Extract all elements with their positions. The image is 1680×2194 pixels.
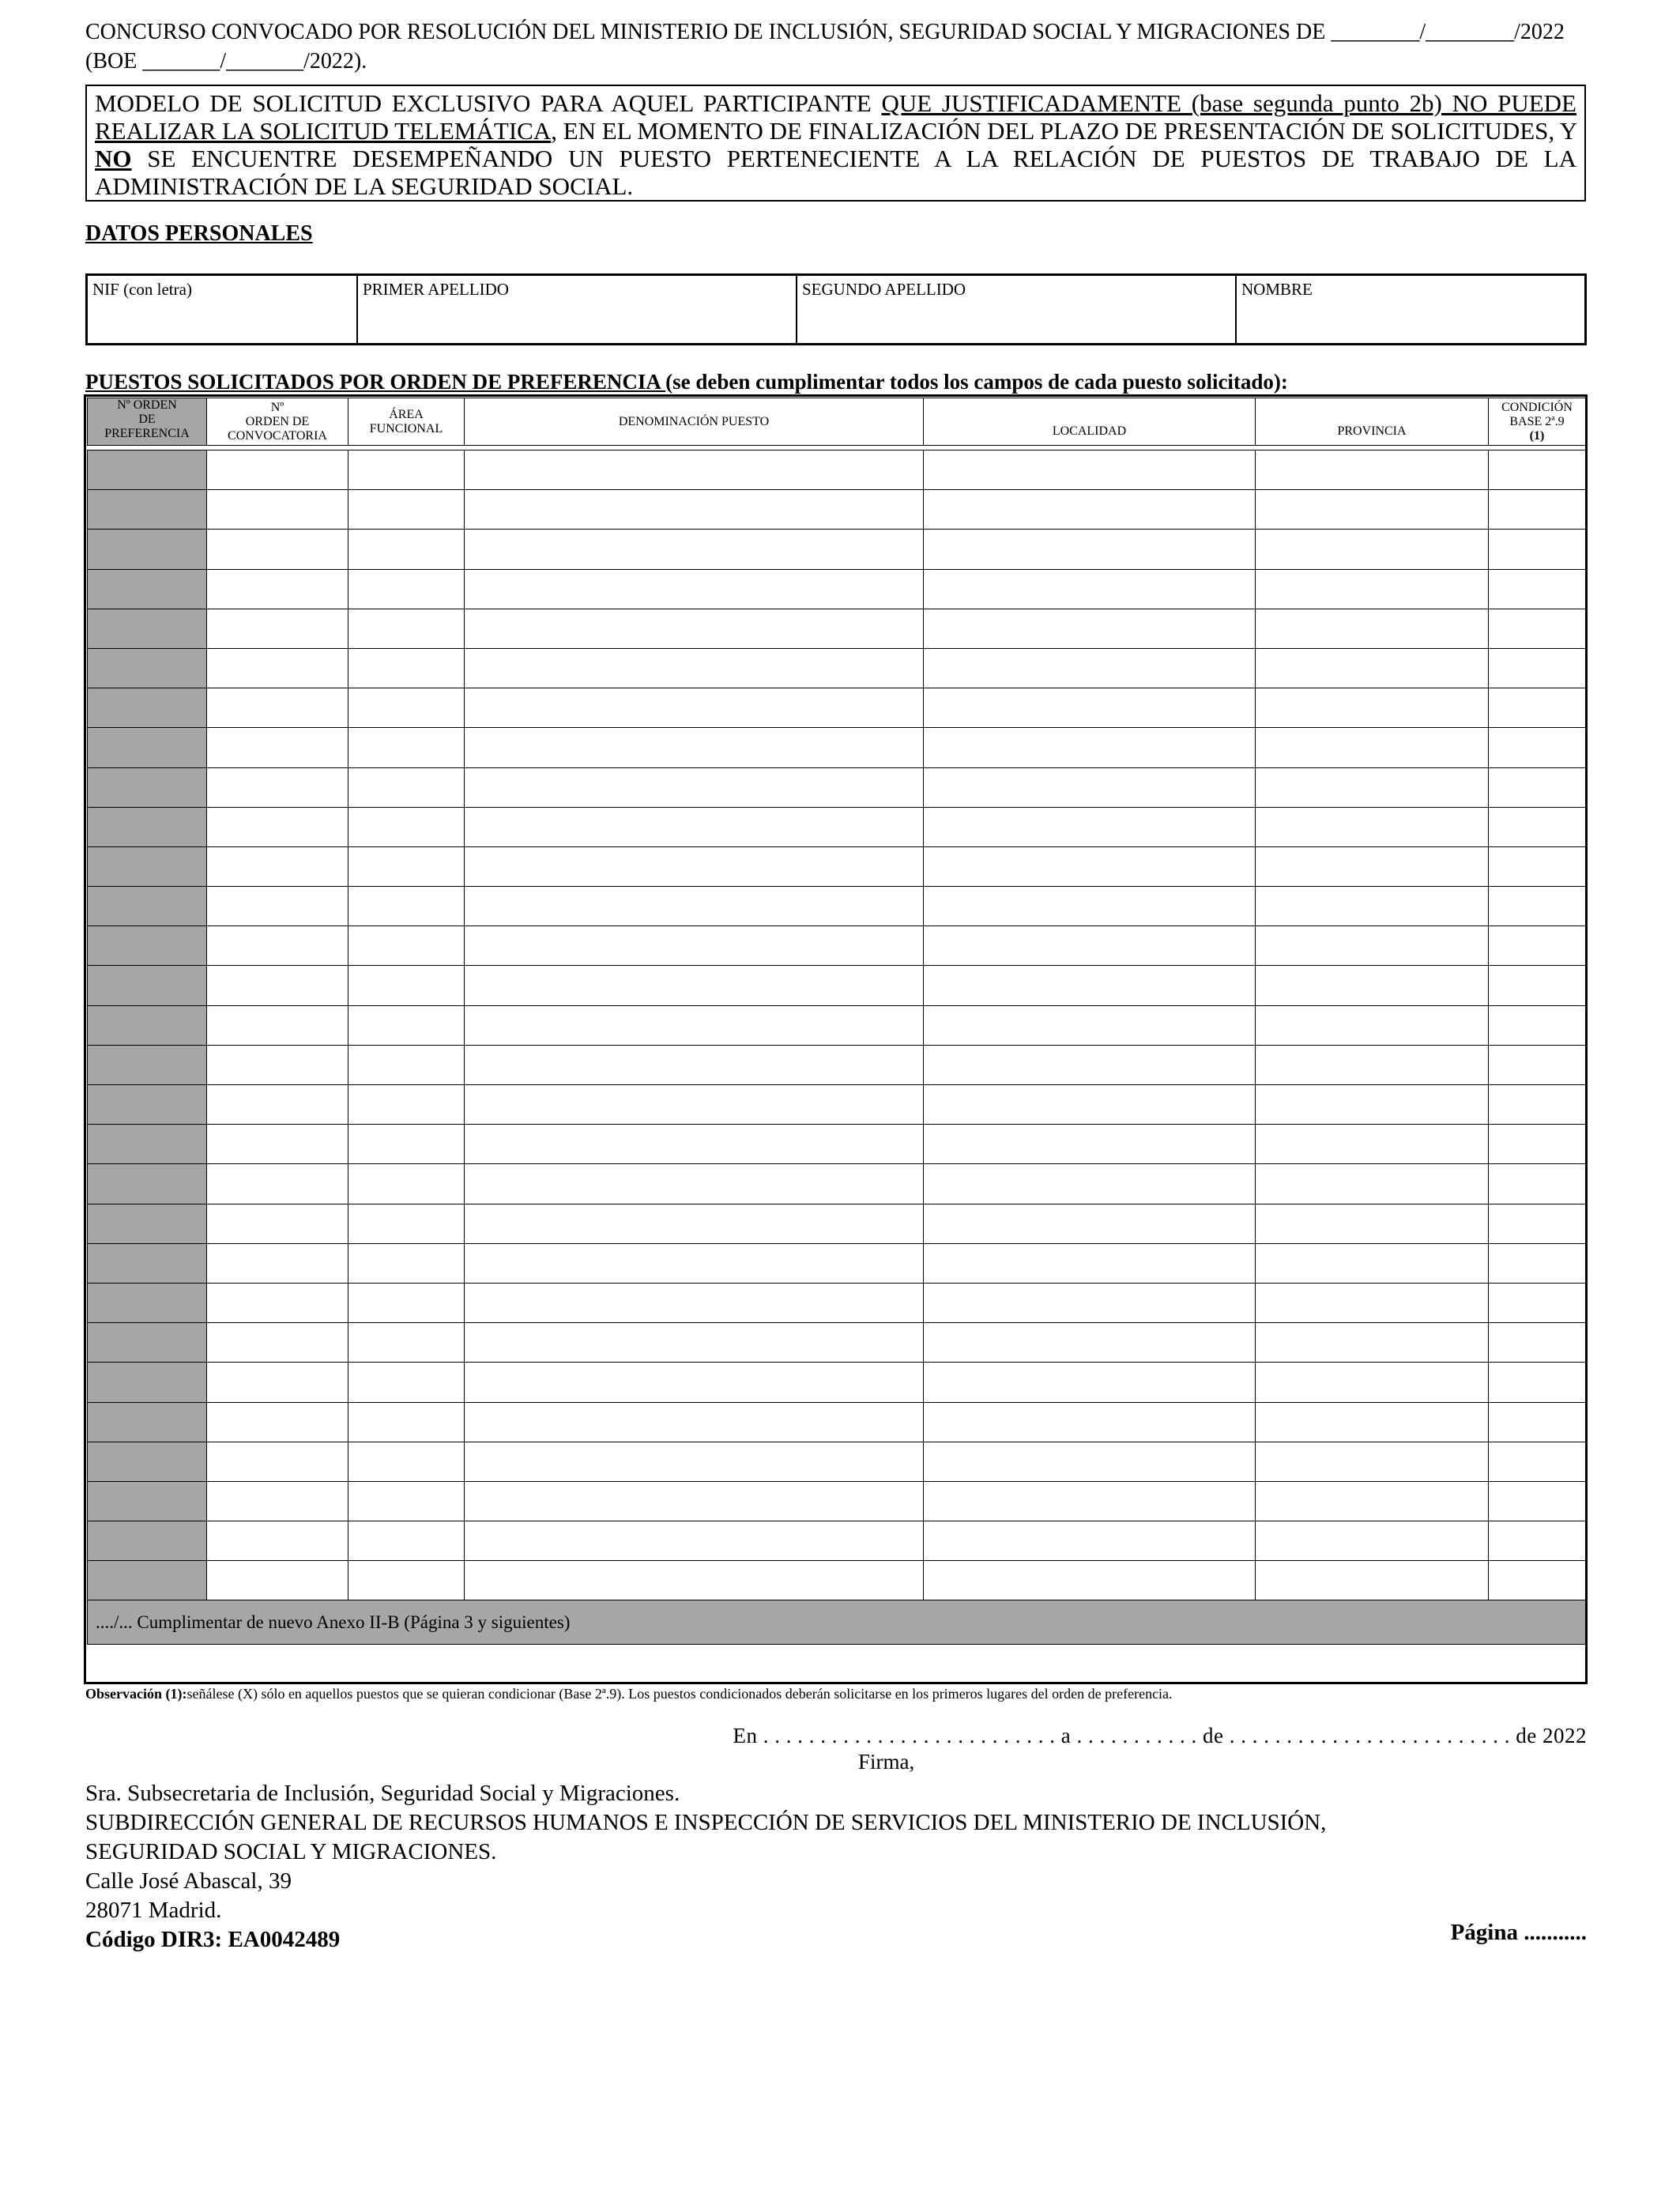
cell-orden-preferencia — [88, 846, 207, 886]
street-address: Calle José Abascal, 39 — [85, 1868, 292, 1894]
cell-orden-convocatoria[interactable] — [207, 450, 348, 490]
cell-orden-preferencia — [88, 1521, 207, 1561]
cell-area-funcional[interactable] — [348, 1005, 465, 1045]
cell-area-funcional[interactable] — [348, 648, 465, 688]
col-header-localidad — [924, 398, 1256, 446]
cell-orden-convocatoria[interactable] — [207, 1164, 348, 1204]
table-row — [88, 887, 1586, 926]
cell-provincia[interactable] — [1256, 1125, 1489, 1164]
cell-orden-convocatoria[interactable] — [207, 767, 348, 807]
col-header-provincia — [1256, 398, 1489, 446]
table-row — [88, 1204, 1586, 1243]
nombre-field[interactable] — [1237, 276, 1584, 343]
model-notice-part3: , EN EL MOMENTO DE FINALIZACIÓN DEL PLAZO DE PRESENTACIÓN DE SOLICITUDES, Y — [551, 117, 1576, 145]
cell-area-funcional[interactable] — [348, 1402, 465, 1442]
cell-condicion[interactable] — [1489, 1481, 1586, 1521]
table-row — [88, 1323, 1586, 1363]
puestos-table — [87, 398, 1586, 1645]
col-header-line: DE — [138, 413, 156, 426]
convocatoria-header — [85, 17, 1587, 76]
cell-condicion[interactable] — [1489, 530, 1586, 569]
primer-apellido-field[interactable] — [358, 276, 797, 343]
puestos-title — [85, 370, 1288, 394]
cell-denominacion-puesto[interactable] — [465, 846, 924, 886]
cell-localidad[interactable] — [924, 1402, 1256, 1442]
cell-orden-convocatoria[interactable] — [207, 1045, 348, 1084]
header-line-2: (BOE _______/_______/2022). — [85, 49, 367, 74]
cell-orden-preferencia — [88, 530, 207, 569]
cell-localidad[interactable] — [924, 1125, 1256, 1164]
cell-denominacion-puesto[interactable] — [465, 609, 924, 648]
cell-area-funcional[interactable] — [348, 490, 465, 530]
table-row — [88, 609, 1586, 648]
cell-provincia[interactable] — [1256, 1005, 1489, 1045]
cell-denominacion-puesto[interactable] — [465, 1005, 924, 1045]
cell-orden-preferencia — [88, 1164, 207, 1204]
cell-orden-convocatoria[interactable] — [207, 569, 348, 609]
cell-provincia[interactable] — [1256, 1283, 1489, 1322]
cell-area-funcional[interactable] — [348, 1521, 465, 1561]
cell-provincia[interactable] — [1256, 1164, 1489, 1204]
cell-provincia[interactable] — [1256, 1363, 1489, 1402]
cell-provincia[interactable] — [1256, 450, 1489, 490]
col-header-denominacion-puesto — [465, 398, 924, 446]
cell-orden-convocatoria[interactable] — [207, 966, 348, 1005]
cell-provincia[interactable] — [1256, 807, 1489, 846]
table-row — [88, 1481, 1586, 1521]
cell-orden-preferencia — [88, 887, 207, 926]
cell-denominacion-puesto[interactable] — [465, 1402, 924, 1442]
cell-area-funcional[interactable] — [348, 1045, 465, 1084]
cell-localidad[interactable] — [924, 1045, 1256, 1084]
table-row — [88, 530, 1586, 569]
cell-localidad[interactable] — [924, 1442, 1256, 1481]
table-row — [88, 1402, 1586, 1442]
cell-provincia[interactable] — [1256, 1323, 1489, 1363]
cell-provincia[interactable] — [1256, 530, 1489, 569]
cell-provincia[interactable] — [1256, 1085, 1489, 1125]
cell-condicion[interactable] — [1489, 1402, 1586, 1442]
col-header-line: DENOMINACIÓN PUESTO — [618, 414, 770, 428]
cell-provincia[interactable] — [1256, 648, 1489, 688]
subdireccion-line: SUBDIRECCIÓN GENERAL DE RECURSOS HUMANOS E INSPECCIÓN DE SERVICIOS DEL MINISTERIO DE INCLUSIÓN, — [85, 1810, 1327, 1835]
col-header-orden-preferencia — [88, 398, 207, 446]
cell-orden-preferencia — [88, 450, 207, 490]
cell-denominacion-puesto[interactable] — [465, 926, 924, 966]
cell-orden-preferencia — [88, 1283, 207, 1322]
cell-orden-convocatoria[interactable] — [207, 1005, 348, 1045]
col-header-condicion — [1489, 398, 1586, 446]
cell-area-funcional[interactable] — [348, 1561, 465, 1600]
nif-field[interactable] — [88, 276, 358, 343]
cell-area-funcional[interactable] — [348, 1323, 465, 1363]
cell-localidad[interactable] — [924, 1561, 1256, 1600]
cell-orden-preferencia — [88, 1481, 207, 1521]
col-header-line: BASE 2ª.9 — [1509, 414, 1565, 428]
cell-denominacion-puesto[interactable] — [465, 1561, 924, 1600]
city-postal: 28071 Madrid. — [85, 1898, 222, 1923]
table-row — [88, 1521, 1586, 1561]
cell-area-funcional[interactable] — [348, 926, 465, 966]
cell-orden-convocatoria[interactable] — [207, 1481, 348, 1521]
cell-condicion[interactable] — [1489, 1442, 1586, 1481]
cell-orden-convocatoria[interactable] — [207, 1085, 348, 1125]
cell-localidad[interactable] — [924, 1164, 1256, 1204]
cell-provincia[interactable] — [1256, 609, 1489, 648]
cell-orden-preferencia — [88, 1363, 207, 1402]
cell-denominacion-puesto[interactable] — [465, 530, 924, 569]
cell-denominacion-puesto[interactable] — [465, 1243, 924, 1283]
cell-area-funcional[interactable] — [348, 1481, 465, 1521]
observacion-note — [85, 1686, 1173, 1702]
cell-provincia[interactable] — [1256, 490, 1489, 530]
col-header-line: PREFERENCIA — [104, 427, 190, 440]
cell-localidad[interactable] — [924, 1243, 1256, 1283]
firma-label: Firma, — [858, 1750, 915, 1774]
cell-condicion[interactable] — [1489, 1204, 1586, 1243]
cell-provincia[interactable] — [1256, 767, 1489, 807]
cell-condicion[interactable] — [1489, 1283, 1586, 1322]
cell-orden-preferencia — [88, 1561, 207, 1600]
cell-provincia[interactable] — [1256, 1243, 1489, 1283]
table-row — [88, 1005, 1586, 1045]
primer-apellido-label: PRIMER APELLIDO — [363, 280, 509, 299]
cell-area-funcional[interactable] — [348, 609, 465, 648]
cell-localidad[interactable] — [924, 688, 1256, 728]
cell-area-funcional[interactable] — [348, 1442, 465, 1481]
cell-denominacion-puesto[interactable] — [465, 767, 924, 807]
cell-orden-convocatoria[interactable] — [207, 846, 348, 886]
col-header-area-funcional — [348, 398, 465, 446]
col-header-line: ORDEN DE — [245, 414, 310, 428]
cell-orden-preferencia — [88, 648, 207, 688]
cell-area-funcional[interactable] — [348, 688, 465, 728]
cell-condicion[interactable] — [1489, 688, 1586, 728]
cell-provincia[interactable] — [1256, 887, 1489, 926]
cell-denominacion-puesto[interactable] — [465, 1164, 924, 1204]
cell-orden-preferencia — [88, 1125, 207, 1164]
cell-orden-convocatoria[interactable] — [207, 1521, 348, 1561]
cell-orden-convocatoria[interactable] — [207, 1125, 348, 1164]
segundo-apellido-label: SEGUNDO APELLIDO — [802, 280, 966, 299]
cell-orden-preferencia — [88, 569, 207, 609]
nif-label: NIF (con letra) — [92, 280, 192, 299]
cell-orden-convocatoria[interactable] — [207, 1561, 348, 1600]
cell-orden-convocatoria[interactable] — [207, 1283, 348, 1322]
observacion-text: señálese (X) sólo en aquellos puestos que se quieran condicionar (Base 2ª.9). Los puestos condicionados deberán solicitarse en los primeros lugares del orden de preferencia. — [186, 1686, 1173, 1702]
cell-orden-convocatoria[interactable] — [207, 1363, 348, 1402]
col-header-line: ÁREA — [389, 407, 424, 421]
table-row — [88, 767, 1586, 807]
cell-denominacion-puesto[interactable] — [465, 450, 924, 490]
table-row — [88, 569, 1586, 609]
cell-localidad[interactable] — [924, 530, 1256, 569]
cell-localidad[interactable] — [924, 1204, 1256, 1243]
cell-condicion[interactable] — [1489, 1005, 1586, 1045]
cell-condicion[interactable] — [1489, 1243, 1586, 1283]
model-notice-part5: SE ENCUENTRE DESEMPEÑANDO UN PUESTO PERTENECIENTE A LA RELACIÓN DE PUESTOS DE TRABAJO DE LA ADMINISTRACIÓN DE LA SEGURIDAD SOCIAL. — [95, 145, 1576, 200]
cell-area-funcional[interactable] — [348, 1204, 465, 1243]
puestos-table-body — [88, 446, 1586, 1645]
cell-localidad[interactable] — [924, 569, 1256, 609]
cell-denominacion-puesto[interactable] — [465, 1283, 924, 1322]
cell-condicion[interactable] — [1489, 1125, 1586, 1164]
segundo-apellido-field[interactable] — [797, 276, 1237, 343]
cell-provincia[interactable] — [1256, 1521, 1489, 1561]
cell-localidad[interactable] — [924, 648, 1256, 688]
cell-area-funcional[interactable] — [348, 1085, 465, 1125]
ministry-line: SEGURIDAD SOCIAL Y MIGRACIONES. — [85, 1839, 497, 1864]
cell-localidad[interactable] — [924, 887, 1256, 926]
dir3-code: Código DIR3: EA0042489 — [85, 1927, 341, 1952]
cell-localidad[interactable] — [924, 1323, 1256, 1363]
cell-denominacion-puesto[interactable] — [465, 1442, 924, 1481]
table-row — [88, 846, 1586, 886]
cell-condicion[interactable] — [1489, 450, 1586, 490]
cell-orden-preferencia — [88, 688, 207, 728]
cell-orden-convocatoria[interactable] — [207, 1204, 348, 1243]
cell-provincia[interactable] — [1256, 728, 1489, 767]
cell-condicion[interactable] — [1489, 966, 1586, 1005]
table-row — [88, 926, 1586, 966]
cell-localidad[interactable] — [924, 767, 1256, 807]
col-header-line: Nº ORDEN — [117, 398, 177, 412]
cell-localidad[interactable] — [924, 609, 1256, 648]
cell-orden-convocatoria[interactable] — [207, 609, 348, 648]
cell-denominacion-puesto[interactable] — [465, 807, 924, 846]
cell-denominacion-puesto[interactable] — [465, 1085, 924, 1125]
cell-orden-preferencia — [88, 1085, 207, 1125]
cell-orden-preferencia — [88, 966, 207, 1005]
cell-orden-convocatoria[interactable] — [207, 1243, 348, 1283]
table-row — [88, 1125, 1586, 1164]
cell-condicion[interactable] — [1489, 609, 1586, 648]
cell-localidad[interactable] — [924, 450, 1256, 490]
cell-area-funcional[interactable] — [348, 450, 465, 490]
cell-provincia[interactable] — [1256, 1442, 1489, 1481]
cell-localidad[interactable] — [924, 1481, 1256, 1521]
cell-area-funcional[interactable] — [348, 1283, 465, 1322]
cell-orden-convocatoria[interactable] — [207, 490, 348, 530]
cell-condicion[interactable] — [1489, 807, 1586, 846]
cell-orden-preferencia — [88, 807, 207, 846]
cell-localidad[interactable] — [924, 807, 1256, 846]
cell-orden-preferencia — [88, 926, 207, 966]
cell-denominacion-puesto[interactable] — [465, 490, 924, 530]
cell-condicion[interactable] — [1489, 1363, 1586, 1402]
cell-denominacion-puesto[interactable] — [465, 1045, 924, 1084]
table-footer-row — [88, 1600, 1586, 1645]
cell-condicion[interactable] — [1489, 767, 1586, 807]
cell-localidad[interactable] — [924, 966, 1256, 1005]
table-row — [88, 450, 1586, 490]
cell-denominacion-puesto[interactable] — [465, 728, 924, 767]
personal-data-box — [85, 273, 1587, 345]
cell-area-funcional[interactable] — [348, 1164, 465, 1204]
cell-orden-preferencia — [88, 609, 207, 648]
cell-orden-convocatoria[interactable] — [207, 1323, 348, 1363]
date-line: En . . . . . . . . . . . . . . . . . . . . . . . . . . a . . . . . . . . . . . de . . . . . . . . . . . . . . . . . . . . . . . . . de 2022 — [733, 1724, 1587, 1747]
table-row — [88, 1561, 1586, 1600]
observacion-label: Observación (1): — [85, 1686, 187, 1702]
cell-condicion[interactable] — [1489, 490, 1586, 530]
cell-condicion[interactable] — [1489, 1045, 1586, 1084]
col-header-line: PROVINCIA — [1337, 424, 1407, 438]
cell-denominacion-puesto[interactable] — [465, 1323, 924, 1363]
cell-area-funcional[interactable] — [348, 1363, 465, 1402]
cell-denominacion-puesto[interactable] — [465, 1521, 924, 1561]
nombre-label: NOMBRE — [1241, 280, 1313, 299]
cell-provincia[interactable] — [1256, 846, 1489, 886]
cell-area-funcional[interactable] — [348, 966, 465, 1005]
table-row — [88, 1442, 1586, 1481]
table-row — [88, 1045, 1586, 1084]
cell-denominacion-puesto[interactable] — [465, 966, 924, 1005]
table-row — [88, 728, 1586, 767]
cell-condicion[interactable] — [1489, 926, 1586, 966]
cell-orden-convocatoria[interactable] — [207, 1442, 348, 1481]
cell-orden-preferencia — [88, 767, 207, 807]
cell-orden-preferencia — [88, 1442, 207, 1481]
cell-orden-preferencia — [88, 1204, 207, 1243]
cell-localidad[interactable] — [924, 728, 1256, 767]
cell-localidad[interactable] — [924, 1005, 1256, 1045]
cell-denominacion-puesto[interactable] — [465, 648, 924, 688]
cell-provincia[interactable] — [1256, 966, 1489, 1005]
cell-area-funcional[interactable] — [348, 1243, 465, 1283]
table-row — [88, 1085, 1586, 1125]
cell-area-funcional[interactable] — [348, 887, 465, 926]
cell-area-funcional[interactable] — [348, 530, 465, 569]
table-row — [88, 648, 1586, 688]
cell-localidad[interactable] — [924, 1283, 1256, 1322]
cell-orden-convocatoria[interactable] — [207, 926, 348, 966]
cell-localidad[interactable] — [924, 490, 1256, 530]
cell-localidad[interactable] — [924, 1085, 1256, 1125]
datos-personales-title: DATOS PERSONALES — [85, 221, 313, 246]
model-notice-box — [85, 85, 1586, 202]
cell-area-funcional[interactable] — [348, 1125, 465, 1164]
model-notice-part1: MODELO DE SOLICITUD EXCLUSIVO PARA AQUEL PARTICIPANTE — [95, 89, 882, 117]
cell-condicion[interactable] — [1489, 846, 1586, 886]
cell-denominacion-puesto[interactable] — [465, 1125, 924, 1164]
col-header-line: Nº — [270, 400, 284, 414]
cell-provincia[interactable] — [1256, 1402, 1489, 1442]
page-number: Página ........... — [1450, 1920, 1587, 1945]
col-header-line: FUNCIONAL — [369, 421, 443, 435]
table-row — [88, 807, 1586, 846]
cell-orden-preferencia — [88, 490, 207, 530]
cell-condicion[interactable] — [1489, 1561, 1586, 1600]
continuation-note: ..../... Cumplimentar de nuevo Anexo II-B (Página 3 y siguientes) — [88, 1600, 1586, 1645]
cell-condicion[interactable] — [1489, 569, 1586, 609]
cell-orden-preferencia — [88, 728, 207, 767]
model-notice-no: NO — [95, 145, 132, 172]
cell-denominacion-puesto[interactable] — [465, 688, 924, 728]
cell-orden-preferencia — [88, 1005, 207, 1045]
col-header-line: CONVOCATORIA — [228, 428, 327, 443]
cell-denominacion-puesto[interactable] — [465, 1204, 924, 1243]
cell-localidad[interactable] — [924, 846, 1256, 886]
cell-provincia[interactable] — [1256, 1481, 1489, 1521]
col-header-line: (1) — [1529, 428, 1545, 443]
table-row — [88, 1164, 1586, 1204]
table-row — [88, 688, 1586, 728]
cell-provincia[interactable] — [1256, 1204, 1489, 1243]
cell-area-funcional[interactable] — [348, 728, 465, 767]
cell-localidad[interactable] — [924, 1363, 1256, 1402]
cell-provincia[interactable] — [1256, 1045, 1489, 1084]
table-header-row — [88, 398, 1586, 446]
cell-orden-convocatoria[interactable] — [207, 887, 348, 926]
col-header-line: LOCALIDAD — [1052, 424, 1127, 438]
puestos-title-rest: (se deben cumplimentar todos los campos de cada puesto solicitado): — [665, 370, 1288, 394]
puestos-title-underlined: PUESTOS SOLICITADOS POR ORDEN DE PREFERENCIA — [85, 370, 666, 394]
cell-localidad[interactable] — [924, 926, 1256, 966]
cell-condicion[interactable] — [1489, 1323, 1586, 1363]
header-line-1: CONCURSO CONVOCADO POR RESOLUCIÓN DEL MINISTERIO DE INCLUSIÓN, SEGURIDAD SOCIAL Y MIGRACIONES DE ________/________/2022 — [85, 20, 1565, 44]
cell-condicion[interactable] — [1489, 1085, 1586, 1125]
cell-denominacion-puesto[interactable] — [465, 887, 924, 926]
cell-provincia[interactable] — [1256, 688, 1489, 728]
cell-orden-preferencia — [88, 1045, 207, 1084]
cell-orden-preferencia — [88, 1243, 207, 1283]
cell-orden-preferencia — [88, 1402, 207, 1442]
model-notice-underlined: QUE JUSTIFICADAMENTE (base segunda punto 2b) NO PUEDE REALIZAR LA SOLICITUD TELEMÁTICA — [95, 89, 1576, 145]
cell-area-funcional[interactable] — [348, 767, 465, 807]
cell-area-funcional[interactable] — [348, 807, 465, 846]
cell-provincia[interactable] — [1256, 569, 1489, 609]
cell-orden-convocatoria[interactable] — [207, 728, 348, 767]
cell-localidad[interactable] — [924, 1521, 1256, 1561]
col-header-orden-convocatoria — [207, 398, 348, 446]
cell-orden-convocatoria[interactable] — [207, 1402, 348, 1442]
cell-area-funcional[interactable] — [348, 569, 465, 609]
cell-provincia[interactable] — [1256, 926, 1489, 966]
cell-orden-convocatoria[interactable] — [207, 530, 348, 569]
table-row — [88, 1363, 1586, 1402]
cell-condicion[interactable] — [1489, 648, 1586, 688]
cell-condicion[interactable] — [1489, 1164, 1586, 1204]
cell-denominacion-puesto[interactable] — [465, 1363, 924, 1402]
cell-condicion[interactable] — [1489, 728, 1586, 767]
cell-orden-convocatoria[interactable] — [207, 807, 348, 846]
cell-orden-convocatoria[interactable] — [207, 688, 348, 728]
col-header-line: CONDICIÓN — [1501, 400, 1573, 414]
cell-provincia[interactable] — [1256, 1561, 1489, 1600]
addressee-line: Sra. Subsecretaria de Inclusión, Seguridad Social y Migraciones. — [85, 1781, 680, 1806]
table-row — [88, 490, 1586, 530]
table-row — [88, 1283, 1586, 1322]
cell-denominacion-puesto[interactable] — [465, 1481, 924, 1521]
cell-area-funcional[interactable] — [348, 846, 465, 886]
cell-orden-preferencia — [88, 1323, 207, 1363]
table-row — [88, 966, 1586, 1005]
cell-condicion[interactable] — [1489, 887, 1586, 926]
cell-denominacion-puesto[interactable] — [465, 569, 924, 609]
cell-orden-convocatoria[interactable] — [207, 648, 348, 688]
table-row — [88, 1243, 1586, 1283]
cell-condicion[interactable] — [1489, 1521, 1586, 1561]
